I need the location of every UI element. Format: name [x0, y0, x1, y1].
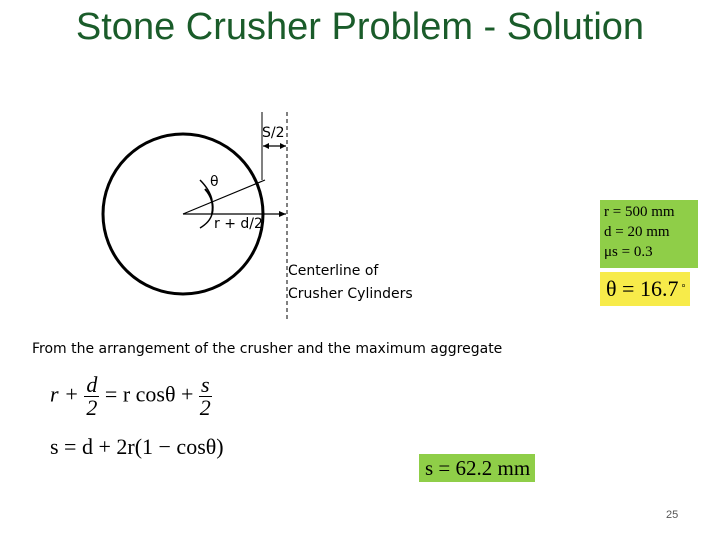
radius-line — [183, 180, 265, 214]
theta-result-box — [600, 272, 690, 306]
given-r: r = 500 mm — [604, 204, 675, 220]
eq1-frac-s-den: 2 — [199, 395, 211, 420]
slide-title: Stone Crusher Problem - Solution — [75, 6, 645, 48]
explanation-caption: From the arrangement of the crusher and the maximum aggregate — [32, 341, 503, 357]
answer-box: s = 62.2 mm — [419, 454, 535, 482]
eq1-frac-d-den: 2 — [86, 395, 98, 420]
theta-arc-bottom — [200, 214, 212, 228]
given-d: d = 20 mm — [604, 224, 670, 240]
eq1-frac-d-num: d — [86, 372, 98, 397]
theta-unit: ° — [681, 283, 686, 294]
theta-symbol: θ — [606, 276, 617, 301]
s-half-arrowhead-left — [263, 143, 269, 149]
centerline-label-line1: Centerline of — [288, 263, 379, 279]
theta-label: θ — [210, 174, 219, 190]
eq1-frac-s-num: s — [200, 372, 210, 397]
equation-1 — [50, 374, 212, 419]
centerline-label-line2: Crusher Cylinders — [288, 286, 413, 302]
eq1-frac-d — [84, 374, 99, 419]
r-plus-d-arrowhead — [279, 211, 286, 217]
given-values-box — [600, 200, 698, 268]
eq1-frac-s — [199, 374, 212, 419]
s-half-label: S/2 — [262, 125, 285, 141]
given-mu: μs = 0.3 — [604, 244, 653, 260]
r-plus-d-label: r + d/2 — [214, 216, 263, 232]
page-number: 25 — [666, 509, 679, 521]
equation-2: s = d + 2r(1 − cosθ) — [50, 434, 224, 459]
eq1-mid: = r cosθ + — [104, 381, 194, 407]
s-half-arrowhead-right — [280, 143, 286, 149]
eq1-lhs: r + — [50, 381, 79, 407]
theta-value: = 16.7 — [622, 276, 679, 301]
